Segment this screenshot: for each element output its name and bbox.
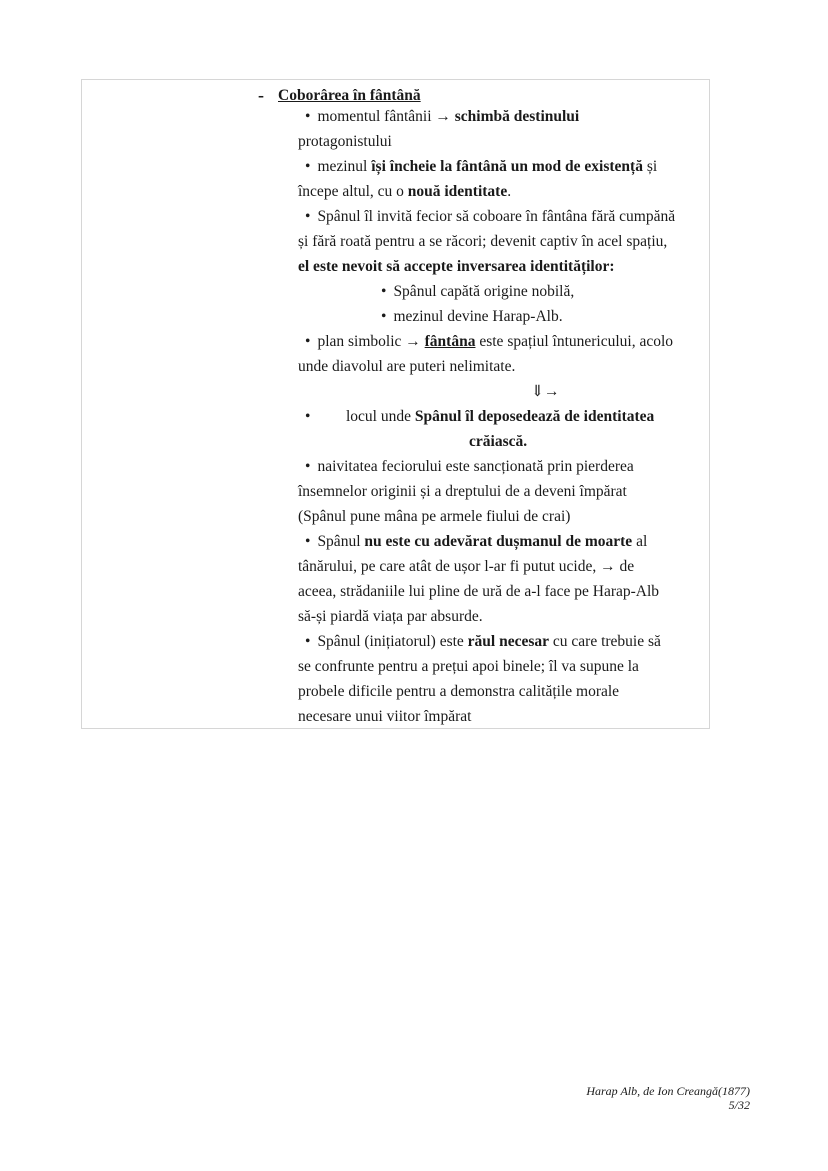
bullet-icon: • (305, 533, 311, 550)
bullet-icon: • (305, 108, 311, 125)
text-line: necesare unui viitor împărat (298, 708, 472, 725)
text-run: locul unde (346, 408, 415, 425)
text-line (346, 404, 654, 429)
bullet-icon: • (305, 333, 311, 350)
text-run: Spânul îl invită fecior să coboare în fântâna fără cumpănă (317, 208, 676, 225)
text-line: se confrunte pentru a prețui apoi binele; îl va supune la (298, 658, 639, 675)
list-item (305, 629, 661, 654)
text-line (298, 179, 511, 204)
bullet-icon: • (305, 408, 311, 425)
bullet-icon: • (381, 283, 387, 300)
list-item (305, 104, 579, 129)
bullet-icon: • (305, 633, 311, 650)
list-item (305, 154, 657, 179)
text-line-bold: el este nevoit să accepte inversarea identităților: (298, 258, 615, 275)
text-run: este spațiul întunericului, acolo (475, 333, 674, 350)
text-line: (Spânul pune mâna pe armele fiului de crai) (298, 508, 571, 525)
text-run: momentul fântânii → (317, 108, 455, 125)
text-run-bold-underline: fântâna (424, 333, 476, 350)
page-number: 5/32 (728, 1098, 750, 1112)
text-run: al (632, 533, 648, 550)
list-item (305, 454, 634, 479)
text-line: aceea, strădaniile lui pline de ură de a-l face pe Harap-Alb (298, 583, 660, 600)
text-line: tânărului, pe care atât de ușor l-ar fi putut ucide, → de (298, 558, 635, 575)
bullet-icon: • (305, 458, 311, 475)
text-line: protagonistului (298, 133, 392, 150)
section-dash: - (258, 85, 264, 105)
sub-list-item (381, 279, 574, 304)
text-line: însemnelor originii și a dreptului de a deveni împărat (298, 483, 627, 500)
text-line: și fără roată pentru a se răcori; devenit captiv în acel spațiu, (298, 233, 668, 250)
list-item (305, 529, 647, 554)
text-run-bold: nouă identitate (407, 183, 508, 200)
list-item (305, 329, 673, 354)
list-item (305, 204, 675, 229)
bullet-icon: • (305, 208, 311, 225)
text-run: naivitatea feciorului este sancționată prin pierderea (317, 458, 634, 475)
arrow-icon: ⇓→ (531, 383, 560, 400)
text-run-bold: răul necesar (467, 633, 550, 650)
text-run: și (642, 158, 658, 175)
text-run: Spânul capătă origine nobilă, (393, 283, 575, 300)
bullet-icon: • (305, 158, 311, 175)
text-run-bold: schimbă destinului (454, 108, 580, 125)
text-line-bold: crăiască. (469, 433, 528, 450)
text-run: . (507, 183, 512, 200)
text-run-bold: nu este cu adevărat dușmanul de moarte (364, 533, 633, 550)
text-line: probele dificile pentru a demonstra calitățile morale (298, 683, 620, 700)
text-run: plan simbolic → (317, 333, 425, 350)
text-run: începe altul, cu o (298, 183, 408, 200)
text-run: mezinul devine Harap-Alb. (393, 308, 563, 325)
bullet-icon: • (381, 308, 387, 325)
text-run: mezinul (317, 158, 372, 175)
footer-title: Harap Alb, de Ion Creangă(1877) (586, 1084, 750, 1098)
text-line: unde diavolul are puteri nelimitate. (298, 358, 516, 375)
text-run-bold: își încheie la fântână un mod de existență (371, 158, 643, 175)
text-run: Spânul (317, 533, 365, 550)
text-run-bold: Spânul îl deposedează de identitatea (414, 408, 655, 425)
section-heading: Coborârea în fântână (278, 87, 421, 104)
text-run: cu care trebuie să (549, 633, 661, 650)
text-line: să-și piardă viața par absurde. (298, 608, 483, 625)
text-run: Spânul (inițiatorul) este (317, 633, 468, 650)
sub-list-item (381, 304, 563, 329)
